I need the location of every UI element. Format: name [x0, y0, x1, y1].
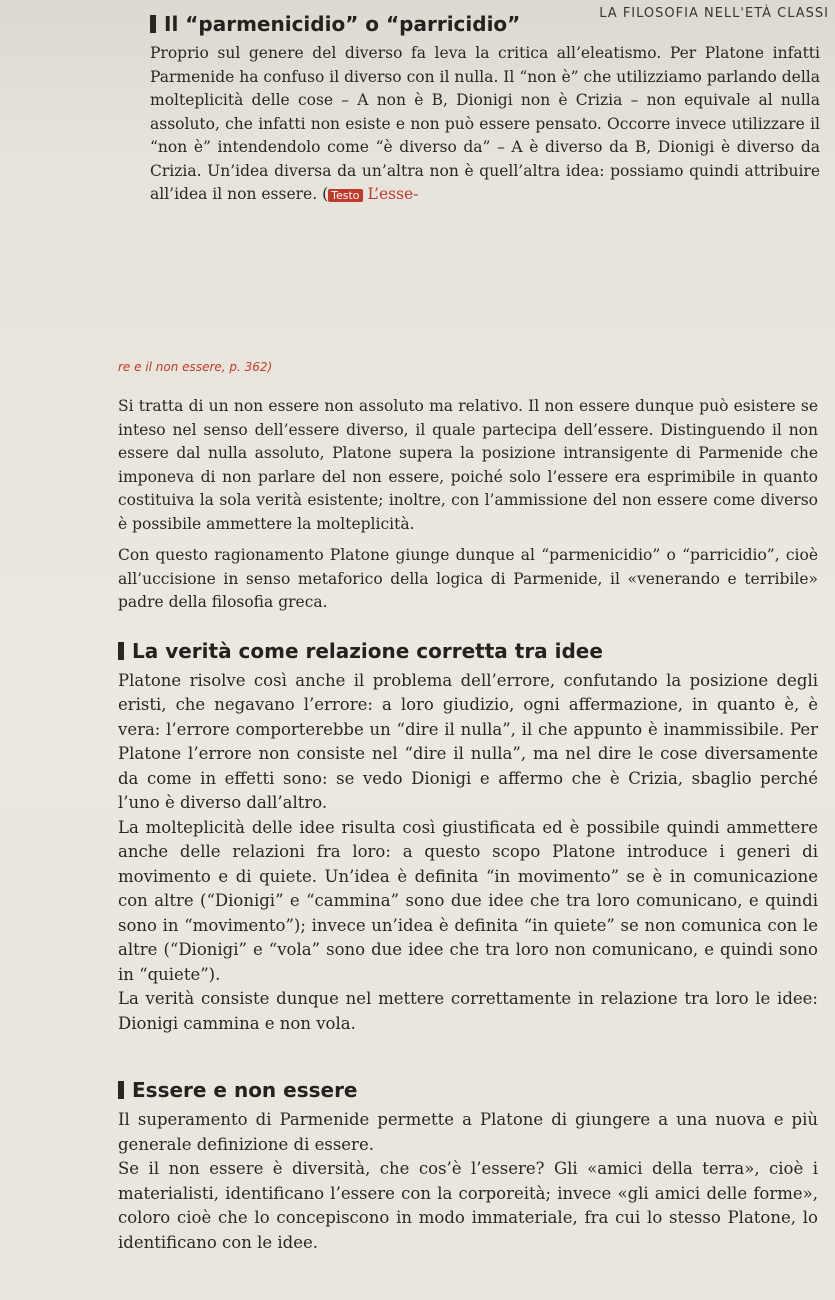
lower-column: [118, 395, 818, 1255]
paragraph: Platone risolve così anche il problema dell’errore, confutando la posizione degli eristi, che negavano l’errore: a loro giudizio, ogni affermazione, in quanto è, è vera: l’errore comporterebbe un “dire il nulla”, il che appunto è inammissibile. Per Platone l’errore non consiste nel “dire il nulla”, ma nel dire le cose diversamente da come in effetti sono: se vedo Dionigi e affermo che è Crizia, sbaglio perché l’uno è diverso dall’altro.: [118, 670, 818, 812]
paragraph: La molteplicità delle idee risulta così giustificata ed è possibile quindi ammettere anche delle relazioni fra loro: a questo scopo Platone introduce i generi di movimento e di quiete. Un’idea è definita “in movimento” se è in comunicazione con altre (“Dionigi” e “cammina” sono due idee che tra loro comunicano, e quindi sono in “movimento”); invece un’idea è definita “in quiete” se non comunica con le altre (“Dionigi” e “vola” sono due idee che tra loro non comunicano, e quindi sono in “quiete”).: [118, 817, 818, 984]
paragraph: Proprio sul genere del diverso fa leva la critica all’eleatismo. Per Platone infatti Parmenide ha confuso il diverso con il nulla. Il “non è” che utilizziamo parlando della molteplicità delle cose – A non è B, Dionigi non è Crizia – non equivale al nulla assoluto, che infatti non esiste e non può essere pensato. Occorre invece utilizzare il “non è” intendendolo come “è diverso da” – A è diverso da B, Dionigi è diverso da Crizia. Un’idea diversa da un’altra non è quell’altra idea: possiamo quindi attribuire all’idea il non essere. ( Testo L’esse-: [150, 44, 821, 203]
paragraph: Si tratta di un non essere non assoluto ma relativo. Il non essere dunque può esistere se inteso nel senso dell’essere diverso, il quale partecipa dell’essere. Distinguendo il non essere dal nulla assoluto, Platone supera la posizione intransigente di Parmenide che imponeva di non parlare del non essere, poiché solo l’essere era esprimibile in quanto costituiva la sola verità esistente; inoltre, con l’ammissione del non essere come diverso è possibile ammettere la molteplicità.: [118, 397, 818, 533]
paragraph: Se il non essere è diversità, che cos’è l’essere? Gli «amici della terra», cioè i materialisti, identificano l’essere con la corporeità; invece «gli amici delle forme», coloro cioè che lo concepiscono in modo immateriale, fra cui lo stesso Platone, lo identificano con le idee.: [118, 1159, 818, 1252]
paragraph: Con questo ragionamento Platone giunge dunque al “parmenicidio” o “parricidio”, cioè all’uccisione in senso metaforico della logica di Parmenide, il «venerando e terribile» padre della filosofia greca.: [118, 546, 818, 611]
upper-column: [150, 12, 820, 208]
text-tag[interactable]: Testo: [328, 189, 362, 202]
section-heading: [118, 1078, 818, 1102]
section-heading: [118, 639, 818, 663]
section-heading: [150, 12, 820, 36]
paragraph: La verità consiste dunque nel mettere correttamente in relazione tra loro le idee: Dionigi cammina e non vola.: [118, 989, 818, 1033]
heading-bar-icon: [118, 642, 124, 660]
section-title: Essere e non essere: [132, 1078, 358, 1102]
heading-bar-icon: [118, 1081, 124, 1099]
section-title: Il “parmenicidio” o “parricidio”: [164, 12, 521, 36]
section-parmenicidio: [150, 12, 820, 208]
text-reference-link[interactable]: L’esse-: [367, 185, 419, 203]
paragraph-text: Proprio sul genere del diverso fa leva la critica all’eleatismo. Per Platone infatti Parmenide ha confuso il diverso con il nulla. Il “non è” che utilizziamo parlando della molteplicità delle cose – A non è B, Dionigi non è Crizia – non equivale al nulla assoluto, che infatti non esiste e non può essere pensato. Occorre invece utilizzare il “non è” intendendolo come “è diverso da” – A è diverso da B, Dionigi è diverso da Crizia. Un’idea diversa da un’altra non è quell’altra idea: possiamo quindi attribuire all’idea il non essere.: [150, 44, 821, 203]
section-title: La verità come relazione corretta tra idee: [132, 638, 603, 663]
heading-bar-icon: [150, 15, 156, 33]
margin-note: re e il non essere, p. 362): [118, 360, 273, 374]
section-verita: [118, 639, 818, 1037]
running-head: LA FILOSOFIA NELL'ETÀ CLASSI: [599, 6, 829, 21]
paragraph: Il superamento di Parmenide permette a Platone di giungere a una nuova e più generale definizione di essere.: [118, 1110, 818, 1154]
section-essere: [118, 1078, 818, 1255]
